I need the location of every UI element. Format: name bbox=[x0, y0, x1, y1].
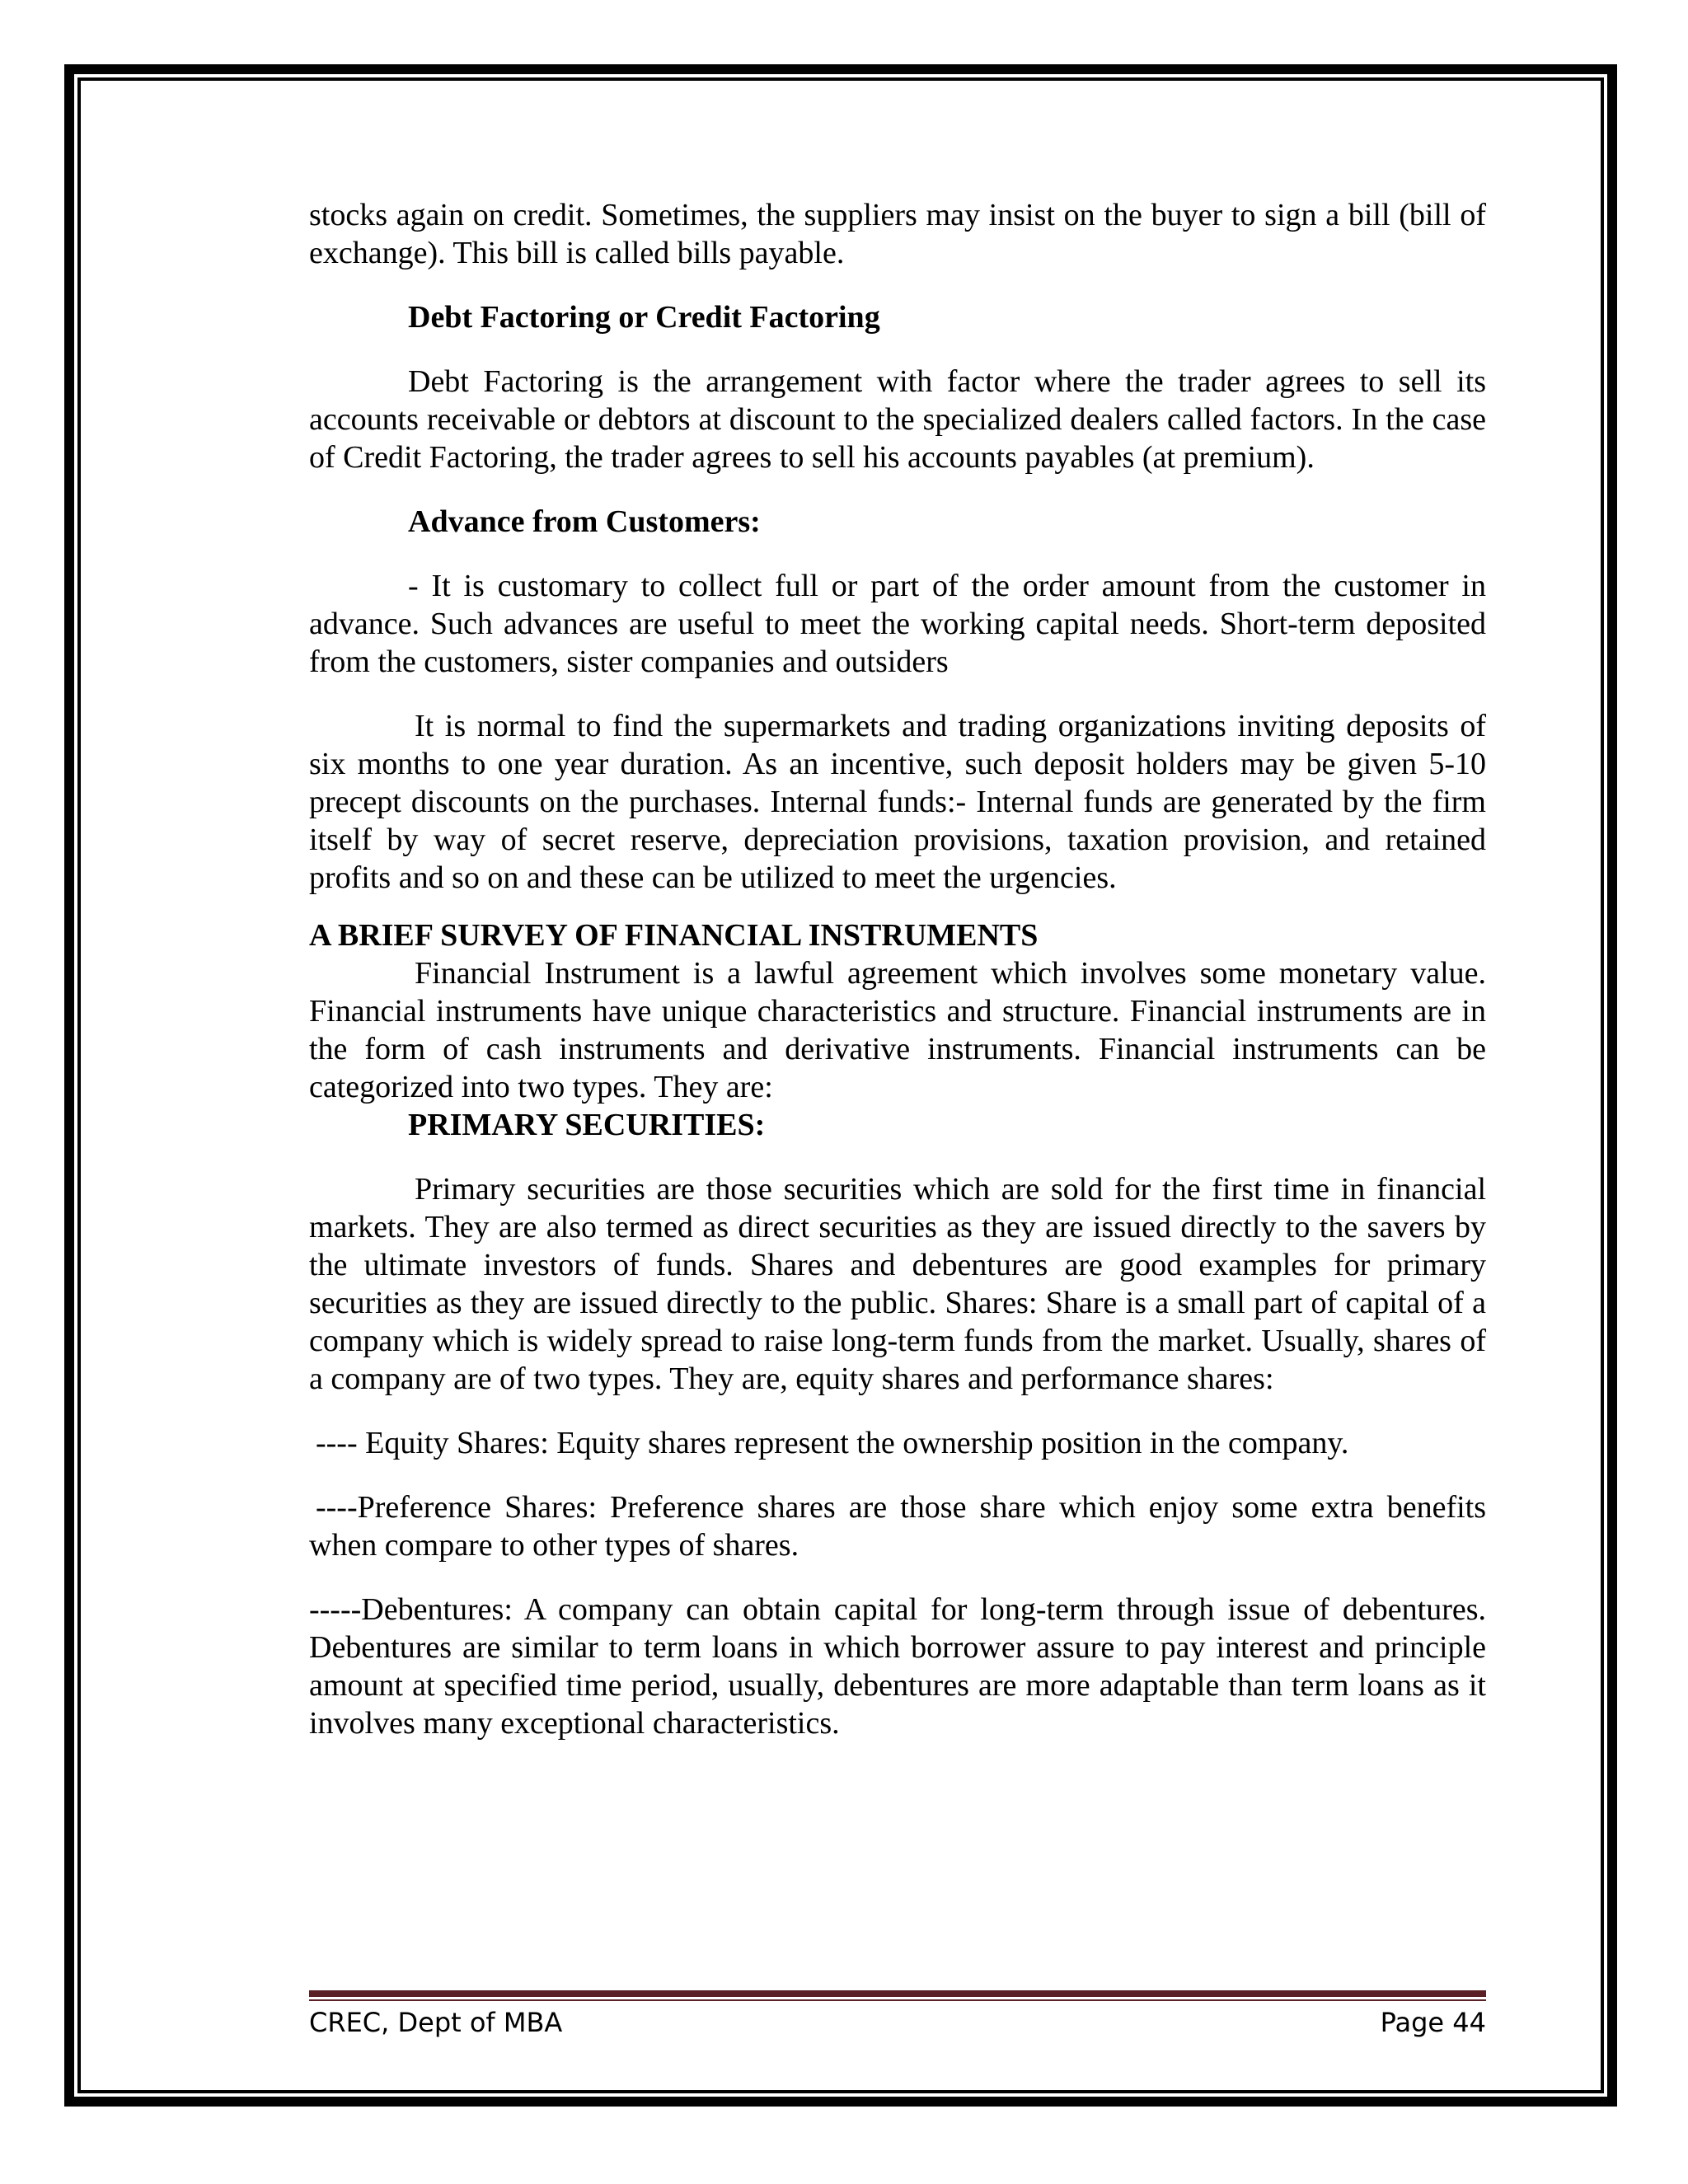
heading-financial-instruments-survey: A BRIEF SURVEY OF FINANCIAL INSTRUMENTS bbox=[309, 918, 1039, 953]
footer-page-number: Page 44 bbox=[1380, 2007, 1486, 2038]
paragraph-financial-instruments: Financial Instrument is a lawful agreement which involves some monetary value. Financial instruments have unique characteristics and structure. Financial instruments are in the form of cash instruments and derivative instruments. Financial instruments can be categorized into two types. They are: bbox=[309, 956, 1486, 1104]
footer-rule-thick bbox=[309, 1990, 1486, 1997]
paragraph-debt-factoring: Debt Factoring is the arrangement with factor where the trader agrees to sell its accounts receivable or debtors at discount to the specialized dealers called factors. In the case of Credit Factoring, the trader agrees to sell his accounts payables (at premium). bbox=[309, 364, 1486, 475]
paragraph-debentures: -----Debentures: A company can obtain capital for long-term through issue of debentures. Debentures are similar to term loans in which borrower assure to pay interest and principle amount at specified time period, usually, debentures are more adaptable than term loans as it involves many exceptional characteristics. bbox=[309, 1592, 1486, 1741]
heading-advance-from-customers: Advance from Customers: bbox=[408, 504, 761, 539]
footer-department: CREC, Dept of MBA bbox=[309, 2007, 563, 2038]
page-footer bbox=[309, 2004, 1486, 2041]
page-content bbox=[309, 196, 1486, 1742]
paragraph-primary-securities: Primary securities are those securities which are sold for the first time in financial markets. They are also termed as direct securities as they are issued directly to the savers by the ultimate investors of funds. Shares and debentures are good examples for primary securities as they are issued directly to the public. Shares: Share is a small part of capital of a company which is widely spread to raise long-term funds from the market. Usually, shares of a company are of two types. They are, equity shares and performance shares: bbox=[309, 1172, 1486, 1396]
footer-rule bbox=[309, 1990, 1486, 2001]
paragraph-equity-shares: ---- Equity Shares: Equity shares represent the ownership position in the company. bbox=[316, 1426, 1349, 1460]
paragraph-supermarkets-deposits: It is normal to find the supermarkets and trading organizations inviting deposits of six months to one year duration. As an incentive, such deposit holders may be given 5-10 precept discounts on the purchases. Internal funds:- Internal funds are generated by the firm itself by way of secret reserve, depreciation provisions, taxation provision, and retained profits and so on and these can be utilized to meet the urgencies. bbox=[309, 709, 1486, 895]
paragraph-preference-shares: ----Preference Shares: Preference shares are those share which enjoy some extra benefits when compare to other types of shares. bbox=[309, 1490, 1486, 1563]
paragraph-advance-from-customers: - It is customary to collect full or part of the order amount from the customer in advance. Such advances are useful to meet the working capital needs. Short-term deposited from the customers, sister companies and outsiders bbox=[309, 569, 1486, 679]
heading-primary-securities: PRIMARY SECURITIES: bbox=[408, 1108, 766, 1142]
paragraph-bills-payable: stocks again on credit. Sometimes, the suppliers may insist on the buyer to sign a bill (bill of exchange). This bill is called bills payable. bbox=[309, 198, 1486, 270]
heading-debt-factoring: Debt Factoring or Credit Factoring bbox=[408, 300, 880, 335]
footer-rule-thin bbox=[309, 1999, 1486, 2001]
